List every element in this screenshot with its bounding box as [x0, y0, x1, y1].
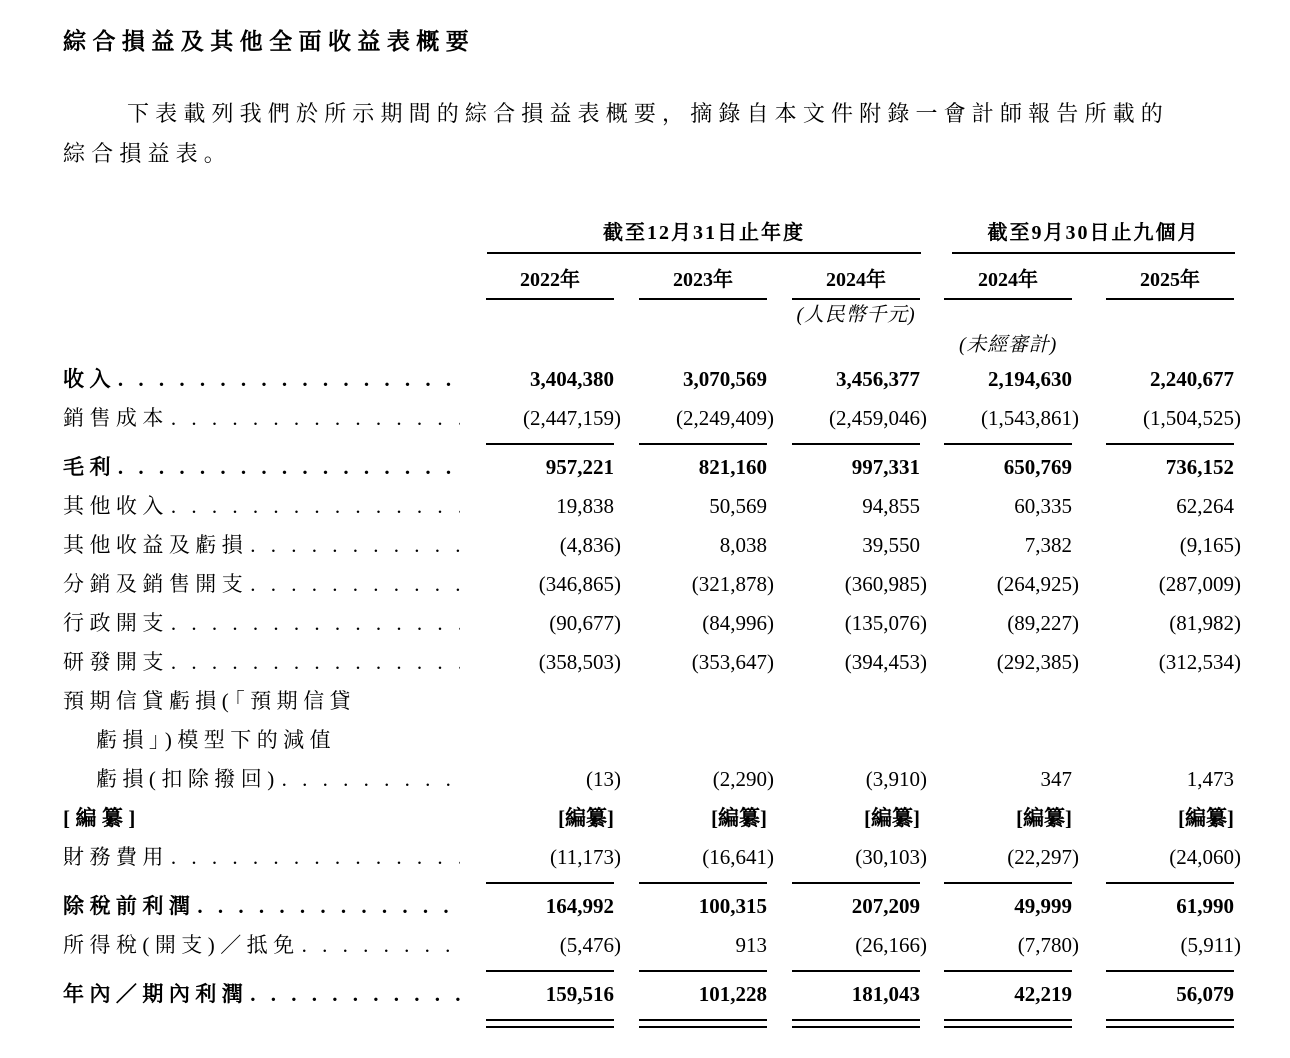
row-label-text: 財務費用: [63, 845, 169, 869]
value-text: (30,103: [855, 845, 920, 869]
value-cell: [929, 604, 1081, 643]
row-label-line: [63, 399, 460, 438]
value-cell: [776, 487, 929, 526]
paren-overhang: ): [614, 933, 621, 957]
value-cell: [929, 487, 1081, 526]
row-label-text: 銷售成本: [63, 406, 169, 430]
value-cell: [929, 799, 1081, 838]
dot-leader: [169, 604, 460, 643]
value-cell: [776, 448, 929, 487]
row-label-line: [63, 604, 460, 643]
column-header-1: 2022年: [486, 268, 614, 300]
value-text: 181,043: [851, 982, 920, 1006]
paren-overhang: ): [767, 650, 774, 674]
paren-overhang: ): [1072, 572, 1079, 596]
row-label-text: 收入: [63, 367, 116, 391]
value-text: 62,264: [1176, 494, 1234, 518]
value-cell: [1081, 448, 1243, 487]
row-label-line: [63, 682, 460, 721]
table-row: [63, 565, 1245, 604]
value-cell: [623, 799, 776, 838]
value-text: (24,060: [1169, 845, 1234, 869]
value-cell: [929, 887, 1081, 926]
value-cell: [460, 975, 623, 1014]
value-cell: [1081, 487, 1243, 526]
value-text: (394,453: [844, 650, 920, 674]
row-label-line: [63, 448, 460, 487]
value-text: (292,385: [996, 650, 1072, 674]
row-label-cell: [63, 682, 460, 799]
section-title: 綜合損益及其他全面收益表概要: [63, 29, 476, 54]
value-text: 50,569: [709, 494, 767, 518]
row-label-cell: [63, 448, 460, 487]
row-label-text: 其他收入: [63, 494, 169, 518]
row-label-text: 虧損(扣除撥回): [96, 767, 280, 791]
value-text: 159,516: [545, 982, 614, 1006]
value-text: [編纂]: [864, 806, 920, 830]
row-label-text: 研發開支: [63, 650, 169, 674]
value-cell: [929, 526, 1081, 565]
value-text: 2,194,630: [988, 367, 1072, 391]
paren-overhang: ): [767, 611, 774, 635]
value-cell: [623, 526, 776, 565]
value-cell: [1081, 799, 1243, 838]
value-cell: [460, 838, 623, 877]
paren-overhang: ): [614, 572, 621, 596]
value-text: (1,504,525: [1143, 406, 1234, 430]
value-text: 913: [735, 933, 767, 957]
value-cell: [460, 799, 623, 838]
dot-leader: [116, 448, 460, 487]
income-statement-table: [63, 216, 1245, 1014]
value-cell: [1081, 565, 1243, 604]
row-label-cell: [63, 799, 460, 838]
value-text: 7,382: [1024, 533, 1072, 557]
value-text: 42,219: [1014, 982, 1072, 1006]
value-text: (9,165: [1179, 533, 1234, 557]
paren-overhang: ): [1234, 572, 1241, 596]
table-row: [63, 643, 1245, 682]
value-cell: [1081, 838, 1243, 877]
paren-overhang: ): [614, 845, 621, 869]
table-row: [63, 682, 1245, 799]
paren-overhang: ): [920, 406, 927, 430]
paren-overhang: ): [1234, 611, 1241, 635]
paren-overhang: ): [614, 611, 621, 635]
currency-unit-row: [63, 300, 1245, 330]
value-cell: [776, 360, 929, 399]
paren-overhang: ): [1072, 611, 1079, 635]
row-label-text: 其他收益及虧損: [63, 533, 249, 557]
dot-leader: [169, 838, 460, 877]
paren-overhang: ): [767, 406, 774, 430]
dot-leader: [195, 887, 460, 926]
dot-leader: [169, 643, 460, 682]
value-cell: [623, 643, 776, 682]
column-header-cell: [1081, 268, 1243, 300]
table-row: [63, 448, 1245, 487]
value-text: 207,209: [851, 894, 920, 918]
value-cell: [929, 360, 1081, 399]
value-text: 3,404,380: [530, 367, 614, 391]
intro-paragraph: [63, 94, 1245, 174]
value-text: (81,982: [1169, 611, 1234, 635]
row-label-text: 分銷及銷售開支: [63, 572, 249, 596]
paren-overhang: ): [920, 611, 927, 635]
value-text: 39,550: [862, 533, 920, 557]
row-label-text: 虧損」)模型下的減值: [96, 728, 337, 752]
value-cell: [460, 526, 623, 565]
unaudited-cell: [929, 330, 1081, 360]
paren-overhang: ): [1072, 406, 1079, 430]
row-label-text: 行政開支: [63, 611, 169, 635]
value-cell: [623, 760, 776, 799]
column-group-nine-months-label: 截至9月30日止九個月: [952, 216, 1235, 254]
row-label-text: 年內／期內利潤: [63, 982, 249, 1006]
value-cell: [623, 604, 776, 643]
row-label-cell: [63, 565, 460, 604]
value-text: (16,641: [702, 845, 767, 869]
unaudited-row: [63, 330, 1245, 360]
value-cell: [1081, 926, 1243, 965]
row-label-line: [63, 643, 460, 682]
value-text: 1,473: [1186, 767, 1234, 791]
value-text: (4,836: [559, 533, 614, 557]
value-cell: [1081, 604, 1243, 643]
value-text: (1,543,861: [981, 406, 1072, 430]
paren-overhang: ): [1234, 650, 1241, 674]
value-text: 736,152: [1165, 455, 1234, 479]
value-text: 8,038: [719, 533, 767, 557]
table-row: [63, 975, 1245, 1014]
value-text: (3,910: [865, 767, 920, 791]
value-cell: [460, 565, 623, 604]
paren-overhang: ): [614, 406, 621, 430]
value-text: 3,070,569: [683, 367, 767, 391]
value-text: 60,335: [1014, 494, 1072, 518]
value-cell: [460, 887, 623, 926]
value-text: (346,865: [538, 572, 614, 596]
value-text: 100,315: [698, 894, 767, 918]
value-cell: [623, 487, 776, 526]
paren-overhang: ): [614, 533, 621, 557]
value-text: (13: [586, 767, 614, 791]
value-cell: [460, 487, 623, 526]
table-row: [63, 887, 1245, 926]
row-label-line: [63, 360, 460, 399]
paren-overhang: ): [1234, 533, 1241, 557]
row-label-text: 預期信貸虧損(「預期信貸: [63, 689, 357, 713]
intro-line-2: 綜合損益表。: [63, 141, 232, 166]
row-label-line: [63, 487, 460, 526]
value-text: 821,160: [698, 455, 767, 479]
value-text: (90,677: [549, 611, 614, 635]
paren-overhang: ): [767, 845, 774, 869]
value-text: (84,996: [702, 611, 767, 635]
value-text: [編纂]: [1016, 806, 1072, 830]
value-text: 61,990: [1176, 894, 1234, 918]
value-cell: [929, 760, 1081, 799]
table-row: [63, 604, 1245, 643]
row-label-cell: [63, 838, 460, 877]
value-text: 3,456,377: [836, 367, 920, 391]
value-text: (22,297: [1007, 845, 1072, 869]
dot-leader: [169, 399, 460, 438]
paren-overhang: ): [920, 572, 927, 596]
value-cell: [460, 448, 623, 487]
paren-overhang: ): [767, 767, 774, 791]
value-cell: [623, 926, 776, 965]
value-cell: [776, 926, 929, 965]
value-cell: [623, 399, 776, 438]
row-label-line: [63, 565, 460, 604]
table-row: [63, 487, 1245, 526]
value-text: (2,249,409: [676, 406, 767, 430]
value-cell: [460, 760, 623, 799]
value-cell: [623, 975, 776, 1014]
value-cell: [776, 399, 929, 438]
value-text: 56,079: [1176, 982, 1234, 1006]
value-text: 650,769: [1003, 455, 1072, 479]
row-label-cell: [63, 526, 460, 565]
unaudited-note: (未經審計): [958, 334, 1058, 356]
value-cell: [776, 799, 929, 838]
value-cell: [776, 975, 929, 1014]
document-page: [63, 26, 1245, 1014]
value-cell: [776, 838, 929, 877]
value-text: (321,878: [691, 572, 767, 596]
value-text: 19,838: [556, 494, 614, 518]
value-cell: [929, 565, 1081, 604]
value-cell: [1081, 887, 1243, 926]
paren-overhang: ): [767, 572, 774, 596]
value-text: (89,227: [1007, 611, 1072, 635]
column-group-annual-label: 截至12月31日止年度: [487, 216, 921, 254]
value-text: 997,331: [851, 455, 920, 479]
value-text: (360,985: [844, 572, 920, 596]
value-text: (5,476: [559, 933, 614, 957]
row-label-cell: [63, 887, 460, 926]
value-cell: [460, 926, 623, 965]
row-label-line: [63, 975, 460, 1014]
table-row: [63, 838, 1245, 877]
table-body: [63, 360, 1245, 1014]
paren-overhang: ): [1072, 933, 1079, 957]
row-label-line: [63, 760, 460, 799]
value-text: (7,780: [1017, 933, 1072, 957]
row-label-line: [63, 721, 460, 760]
dot-leader: [248, 975, 460, 1014]
value-text: (26,166: [855, 933, 920, 957]
value-cell: [929, 838, 1081, 877]
value-text: [編纂]: [1178, 806, 1234, 830]
row-label-cell: [63, 604, 460, 643]
value-cell: [929, 643, 1081, 682]
value-cell: [623, 448, 776, 487]
value-text: (358,503: [538, 650, 614, 674]
value-cell: [1081, 526, 1243, 565]
value-text: [編纂]: [711, 806, 767, 830]
value-text: (5,911: [1180, 933, 1234, 957]
value-text: (135,076: [844, 611, 920, 635]
row-label-cell: [63, 926, 460, 965]
value-cell: [623, 565, 776, 604]
value-cell: [460, 360, 623, 399]
dot-leader: [169, 487, 460, 526]
dot-leader: [248, 565, 460, 604]
paren-overhang: ): [1234, 845, 1241, 869]
paren-overhang: ): [1072, 845, 1079, 869]
table-row: [63, 360, 1245, 399]
value-text: (2,290: [712, 767, 767, 791]
value-text: 164,992: [545, 894, 614, 918]
value-text: (2,447,159: [523, 406, 614, 430]
row-label-cell: [63, 399, 460, 438]
column-group-row: [63, 216, 1245, 254]
value-text: 94,855: [862, 494, 920, 518]
value-text: 347: [1040, 767, 1072, 791]
value-cell: [929, 399, 1081, 438]
intro-line-1: 下表載列我們於所示期間的綜合損益表概要，摘錄自本文件附錄一會計師報告所載的: [127, 101, 1169, 126]
currency-unit-cell: [776, 300, 929, 330]
value-text: (11,173: [550, 845, 614, 869]
row-label-text: 所得稅(開支)／抵免: [63, 933, 300, 957]
value-cell: [623, 360, 776, 399]
paren-overhang: ): [920, 650, 927, 674]
value-text: (264,925: [996, 572, 1072, 596]
value-cell: [776, 643, 929, 682]
value-cell: [623, 887, 776, 926]
row-label-text: [編纂]: [63, 806, 141, 830]
column-header-3: 2024年: [792, 268, 920, 300]
value-cell: [1081, 975, 1243, 1014]
paren-overhang: ): [1234, 933, 1241, 957]
paren-overhang: ): [1234, 406, 1241, 430]
row-label-line: [63, 926, 460, 965]
value-cell: [1081, 399, 1243, 438]
row-label-line: [63, 526, 460, 565]
table-row: [63, 926, 1245, 965]
value-cell: [776, 526, 929, 565]
column-group-annual: [460, 216, 929, 254]
value-cell: [776, 604, 929, 643]
value-cell: [776, 887, 929, 926]
row-label-cell: [63, 975, 460, 1014]
value-cell: [1081, 760, 1243, 799]
column-header-cell: [460, 268, 623, 300]
value-text: 2,240,677: [1150, 367, 1234, 391]
value-cell: [460, 604, 623, 643]
value-text: 957,221: [545, 455, 614, 479]
paren-overhang: ): [614, 650, 621, 674]
column-header-cell: [929, 268, 1081, 300]
row-label-line: [63, 887, 460, 926]
value-cell: [1081, 643, 1243, 682]
paren-overhang: ): [920, 845, 927, 869]
value-text: (287,009: [1158, 572, 1234, 596]
dot-leader: [248, 526, 460, 565]
value-text: [編纂]: [558, 806, 614, 830]
row-label-line: [63, 799, 460, 838]
column-header-2: 2023年: [639, 268, 767, 300]
value-text: (312,534: [1158, 650, 1234, 674]
paren-overhang: ): [920, 933, 927, 957]
value-cell: [776, 760, 929, 799]
row-label-text: 除稅前利潤: [63, 894, 196, 918]
value-text: 101,228: [698, 982, 767, 1006]
row-label-line: [63, 838, 460, 877]
value-cell: [776, 565, 929, 604]
value-cell: [1081, 360, 1243, 399]
currency-unit-note: (人民幣千元): [796, 304, 916, 326]
row-label-cell: [63, 360, 460, 399]
value-cell: [460, 643, 623, 682]
dot-leader: [300, 926, 460, 965]
paren-overhang: ): [920, 767, 927, 791]
table-row: [63, 799, 1245, 838]
row-label-text: 毛利: [63, 455, 116, 479]
paren-overhang: ): [614, 767, 621, 791]
value-cell: [929, 448, 1081, 487]
column-group-nine-months: [929, 216, 1243, 254]
column-header-cell: [776, 268, 929, 300]
value-text: (2,459,046: [829, 406, 920, 430]
column-header-cell: [623, 268, 776, 300]
dot-leader: [280, 760, 460, 799]
value-cell: [929, 926, 1081, 965]
value-cell: [929, 975, 1081, 1014]
value-cell: [460, 399, 623, 438]
dot-leader: [116, 360, 460, 399]
table-row: [63, 526, 1245, 565]
column-header-5: 2025年: [1106, 268, 1234, 300]
column-header-4: 2024年: [944, 268, 1072, 300]
value-text: 49,999: [1014, 894, 1072, 918]
column-header-row: [63, 268, 1245, 300]
value-cell: [623, 838, 776, 877]
row-label-cell: [63, 487, 460, 526]
value-text: (353,647: [691, 650, 767, 674]
table-row: [63, 399, 1245, 438]
paren-overhang: ): [1072, 650, 1079, 674]
row-label-cell: [63, 643, 460, 682]
